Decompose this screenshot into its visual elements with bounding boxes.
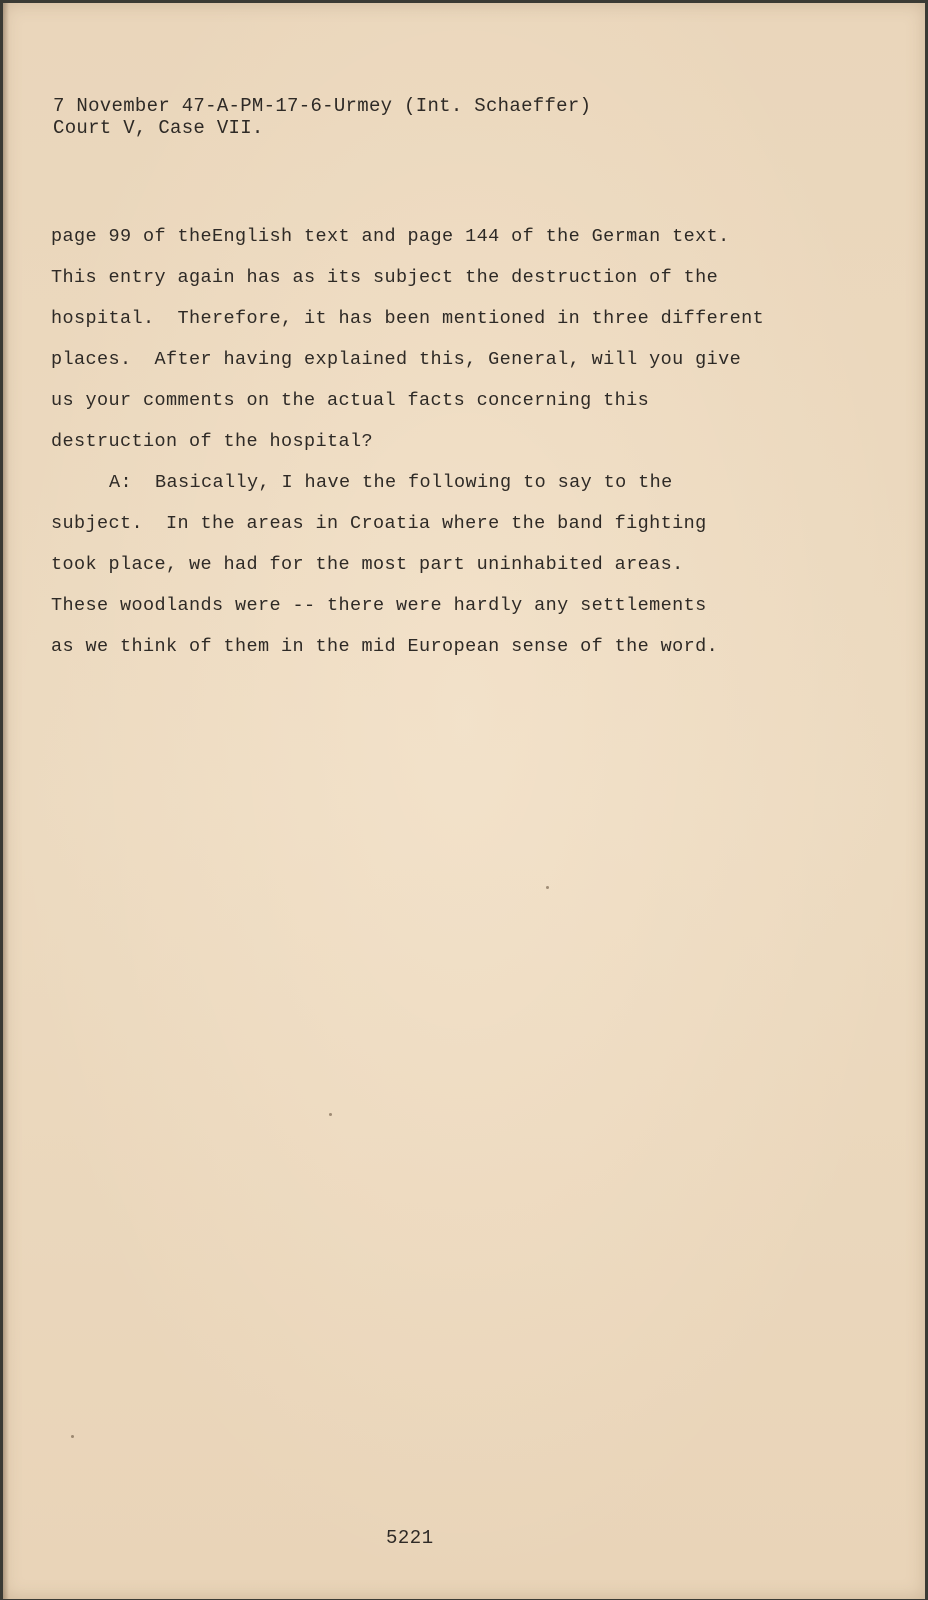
paper-speck [329,1113,332,1116]
document-page [3,3,925,1599]
body-line: These woodlands were -- there were hardly any settlements [51,595,707,616]
body-line: took place, we had for the most part uninhabited areas. [51,554,684,575]
transcript-body [51,216,831,667]
page-number: 5221 [386,1527,434,1549]
body-line: destruction of the hospital? [51,431,374,452]
body-line: as we think of them in the mid European sense of the word. [51,636,719,657]
body-line: page 99 of theEnglish text and page 144 of the German text. [51,226,730,247]
page-edge-shadow [3,3,9,1599]
paper-speck [546,886,549,889]
header-line-court-case: Court V, Case VII. [53,117,264,139]
header-line-date-session: 7 November 47-A-PM-17-6-Urmey (Int. Schaeffer) [53,95,592,117]
body-line: places. After having explained this, General, will you give [51,349,742,370]
transcript-header [53,95,591,139]
body-line: subject. In the areas in Croatia where the band fighting [51,513,707,534]
paper-speck [71,1435,74,1438]
answer-line: A: Basically, I have the following to say to the [109,472,673,493]
body-line: This entry again has as its subject the destruction of the [51,267,719,288]
body-line: us your comments on the actual facts concerning this [51,390,650,411]
body-line: hospital. Therefore, it has been mentioned in three different [51,308,765,329]
